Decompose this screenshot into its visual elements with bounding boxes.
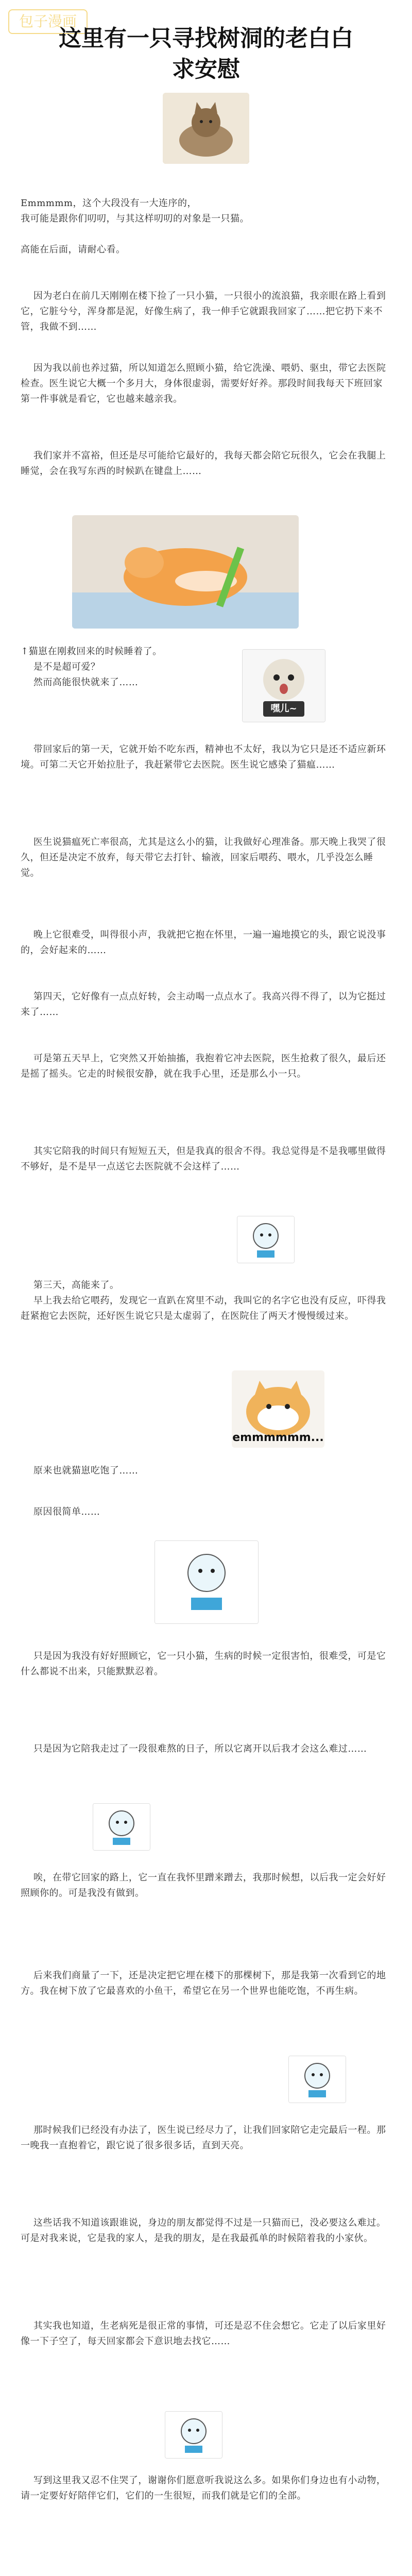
story-paragraph-6: 医生说猫瘟死亡率很高，尤其是这么小的猫，让我做好心理准备。那天晚上我哭了很久，但还是决定不放弃，每天带它去打针、输液，回家后喂药、喂水，几乎没怎么睡觉。 <box>21 837 386 878</box>
story-paragraph-21: 写到这里我又忍不住哭了，谢谢你们愿意听我说这么多。如果你们身边也有小动物，请一定要好好陪伴它们，它们的一生很短，而我们就是它们的全部。 <box>21 2475 386 2501</box>
story-paragraph-17: 后来我们商量了一下，还是决定把它埋在楼下的那棵树下，那是我第一次看到它的地方。我在树下放了它最喜欢的小鱼干，希望它在另一个世界也能吃饱，不再生病。 <box>21 1970 386 1996</box>
story-paragraph-1: 因为老白在前几天刚刚在楼下捡了一只小猫，一只很小的流浪猫，我亲眼在路上看到它，它脏兮兮，浑身都是泥，好像生病了，我一伸手它就跟我回家了……把它扔下来不管，我做不到…… <box>21 291 386 332</box>
meme-bear-sticker-5 <box>165 2411 222 2459</box>
story-paragraph-15: 只是因为它陪我走过了一段很难熬的日子，所以它离开以后我才会这么难过…… <box>21 1743 367 1754</box>
story-paragraph-12: 原来也就猫崽吃饱了…… <box>21 1465 139 1476</box>
watermark-badge: 包子漫画 <box>8 9 88 34</box>
story-paragraph-8: 第四天，它好像有一点点好转，会主动喝一点点水了。我高兴得不得了，以为它挺过来了…… <box>21 991 386 1018</box>
story-paragraph-14: 只是因为我没有好好照顾它，它一只小猫，生病的时候一定很害怕，很难受，可是它什么都说不出来，只能默默忍着。 <box>21 1651 386 1677</box>
story-paragraph-4: ↑猫崽在刚救回来的时候睡着了。 是不是超可爱？ 然而高能很快就来了…… <box>21 646 162 688</box>
meme-bear-sticker-3 <box>93 1803 150 1851</box>
story-paragraph-16: 唉，在带它回家的路上，它一直在我怀里蹭来蹭去，我那时候想，以后我一定会好好照顾你的。可是我没有做到。 <box>21 1872 386 1899</box>
story-paragraph-5: 带回家后的第一天，它就开始不吃东西，精神也不太好，我以为它只是还不适应新环境。可第二天它开始拉肚子，我赶紧带它去医院。医生说它感染了猫瘟…… <box>21 744 386 770</box>
title-cat-photo <box>163 93 249 164</box>
surprised-cat-sticker <box>242 649 325 722</box>
meme-bear-sticker-4 <box>288 2056 346 2103</box>
intro-warning: 高能在后面，请耐心看。 <box>21 244 126 255</box>
wide-cat-photo <box>232 1370 324 1448</box>
story-paragraph-2: 因为我以前也养过猫，所以知道怎么照顾小猫，给它洗澡、喂奶、驱虫，带它去医院检查。医生说它大概一个多月大，身体很虚弱，需要好好养。那段时间我每天下班回家第一件事就是看它，它也越来越亲我。 <box>21 363 386 404</box>
story-paragraph-10: 其实它陪我的时间只有短短五天，但是我真的很舍不得。我总觉得是不是我哪里做得不够好，是不是早一点送它去医院就不会这样了…… <box>21 1146 386 1172</box>
story-paragraph-20: 其实我也知道，生老病死是很正常的事情，可还是忍不住会想它。它走了以后家里好像一下子空了，每天回家都会下意识地去找它…… <box>21 2320 386 2347</box>
intro-paragraph: Emmmmm，这个大段没有一大连序的， 我可能是跟你们叨叨，与其这样叨叨的对象是一只猫。 <box>21 198 249 224</box>
sleeping-kitten-photo <box>72 515 299 629</box>
meme-bear-sticker-1 <box>237 1216 295 1263</box>
story-paragraph-9: 可是第五天早上，它突然又开始抽搐，我抱着它冲去医院，医生抢救了很久，最后还是摇了摇头。它走的时候很安静，就在我手心里，还是那么小一只。 <box>21 1053 386 1079</box>
story-paragraph-13: 原因很简单…… <box>21 1506 100 1517</box>
story-paragraph-7: 晚上它很难受，叫得很小声，我就把它抱在怀里，一遍一遍地摸它的头，跟它说没事的，会好起来的…… <box>21 929 386 956</box>
story-paragraph-19: 这些话我不知道该跟谁说，身边的朋友都觉得不过是一只猫而已，没必要这么难过。可是对我来说，它是我的家人，是我的朋友，是在我最孤单的时候陪着我的小家伙。 <box>21 2217 386 2244</box>
story-paragraph-18: 那时候我们已经没有办法了，医生说已经尽力了，让我们回家陪它走完最后一程。那一晚我一直抱着它，跟它说了很多很多话，直到天亮。 <box>21 2125 386 2151</box>
sticker-caption: 嘿儿~ <box>270 703 297 714</box>
page-title: 这里有一只寻找树洞的老白白 <box>59 25 353 52</box>
page-subtitle: 求安慰 <box>172 56 240 82</box>
photo-caption: emmmmmm... <box>232 1431 324 1444</box>
story-paragraph-3: 我们家并不富裕，但还是尽可能给它最好的，我每天都会陪它玩很久，它会在我腿上睡觉，会在我写东西的时候趴在键盘上…… <box>21 450 386 477</box>
meme-bear-sticker-2 <box>154 1540 259 1624</box>
story-paragraph-11: 第三天，高能来了。 早上我去给它喂药，发现它一直趴在窝里不动，我叫它的名字它也没有反应，吓得我赶紧抱它去医院，还好医生说它只是太虚弱了，在医院住了两天才慢慢缓过来。 <box>21 1280 386 1321</box>
